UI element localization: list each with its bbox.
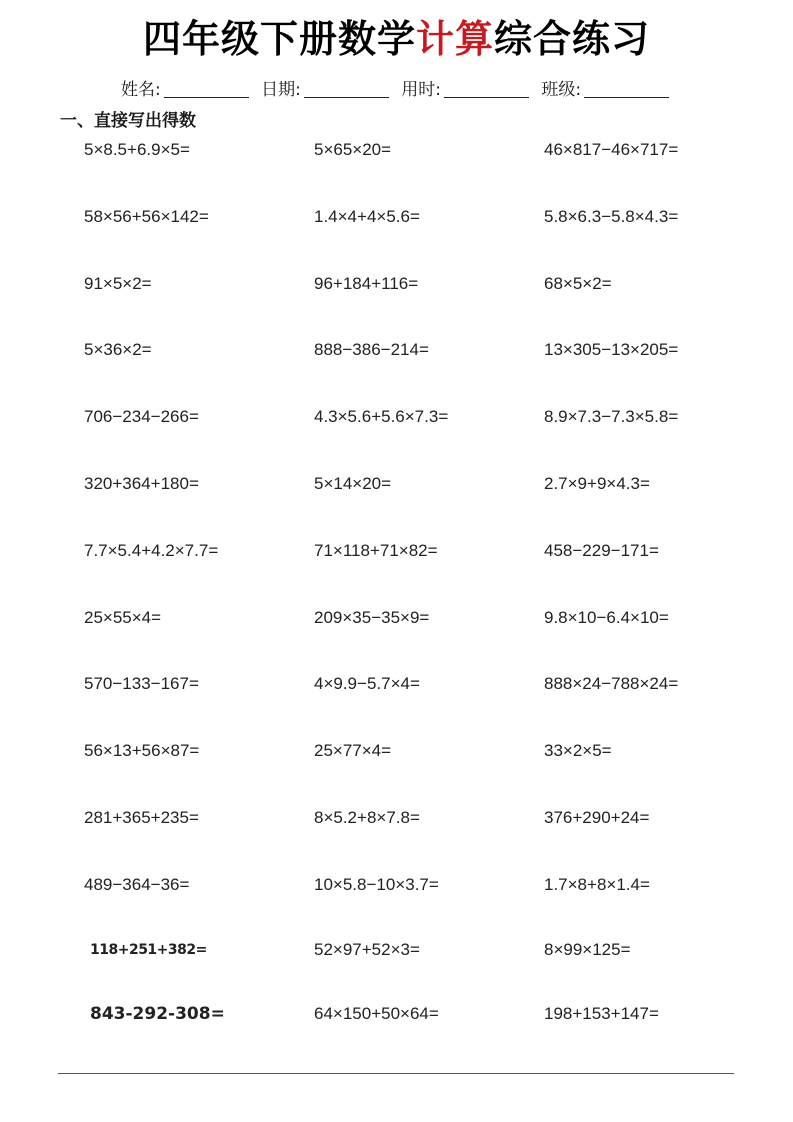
problem-expression: 1.4×4+4×5.6= [314,206,420,226]
problem-expression: 33×2×5= [544,741,612,761]
problem-expression: 5.8×6.3−5.8×4.3= [544,206,679,226]
problem-row [0,806,793,830]
problem-expression: 13×305−13×205= [544,340,679,360]
problem-expression: 570−133−167= [84,674,199,694]
problem-expression: 64×150+50×64= [314,1004,439,1024]
problem-expression: 888−386−214= [314,340,429,360]
student-info-line [121,78,676,102]
problem-row [0,472,793,496]
problem-expression: 4×9.9−5.7×4= [314,674,420,694]
problem-expression: 52×97+52×3= [314,939,420,959]
bottom-rule [58,1073,734,1074]
problem-expression: 91×5×2= [84,273,152,293]
date-blank[interactable] [304,96,389,98]
problem-expression: 8×5.2+8×7.8= [314,808,420,827]
problem-expression: 5×8.5+6.9×5= [84,140,190,159]
time-label: 用时: [401,80,442,100]
problem-expression: 25×77×4= [314,741,392,761]
title-part-1: 四年级下册数学 [142,17,416,61]
problem-expression: 5×65×20= [314,140,392,159]
problem-expression: 25×55×4= [84,607,162,627]
problem-expression: 4.3×5.6+5.6×7.3= [314,407,449,427]
problem-expression: 118+251+382= [90,941,207,958]
problem-expression: 71×118+71×82= [314,540,438,560]
title-part-2: 综合练习 [494,17,651,61]
problem-row [0,606,793,630]
problem-expression: 8.9×7.3−7.3×5.8= [544,407,679,427]
problem-expression: 458−229−171= [544,540,659,560]
problem-expression: 1.7×8+8×1.4= [544,874,650,894]
problem-expression: 2.7×9+9×4.3= [544,474,650,493]
problem-expression: 7.7×5.4+4.2×7.7= [84,540,219,560]
problem-row [0,338,793,362]
problem-expression: 843-292-308= [90,1004,225,1025]
name-field[interactable] [121,78,256,102]
problem-expression: 281+365+235= [84,808,199,827]
title-accent: 计算 [415,17,494,61]
problem-row [0,138,793,162]
problem-expression: 58×56+56×142= [84,206,209,226]
problem-expression: 706−234−266= [84,407,199,427]
class-blank[interactable] [584,96,669,98]
class-label: 班级: [541,80,582,100]
problem-expression: 9.8×10−6.4×10= [544,607,669,627]
problem-expression: 376+290+24= [544,808,650,827]
date-label: 日期: [261,80,301,100]
class-field[interactable] [541,78,676,102]
problem-expression: 320+364+180= [84,474,199,493]
problem-row [0,272,793,296]
problem-expression: 46×817−46×717= [544,140,679,159]
problem-expression: 489−364−36= [84,874,190,894]
name-blank[interactable] [164,96,249,98]
problem-row [0,1002,793,1026]
problem-expression: 10×5.8−10×3.7= [314,874,439,894]
time-field[interactable] [401,78,536,102]
page-title [0,14,793,64]
time-blank[interactable] [444,96,529,98]
problem-row [0,672,793,696]
problem-row [0,938,793,962]
problem-expression: 5×36×2= [84,340,152,360]
problem-expression: 68×5×2= [544,273,612,293]
date-field[interactable] [261,78,396,102]
problem-row [0,205,793,229]
problem-row [0,873,793,897]
problem-row [0,405,793,429]
problem-expression: 198+153+147= [544,1004,659,1024]
problem-expression: 209×35−35×9= [314,607,430,627]
problem-row [0,539,793,563]
problem-expression: 8×99×125= [544,939,631,959]
problem-expression: 56×13+56×87= [84,741,200,761]
problem-expression: 96+184+116= [314,273,419,293]
name-label: 姓名: [121,80,161,100]
problem-expression: 5×14×20= [314,474,392,493]
problem-row [0,739,793,763]
section-heading: 一、直接写出得数 [60,111,196,131]
problem-expression: 888×24−788×24= [544,674,679,694]
